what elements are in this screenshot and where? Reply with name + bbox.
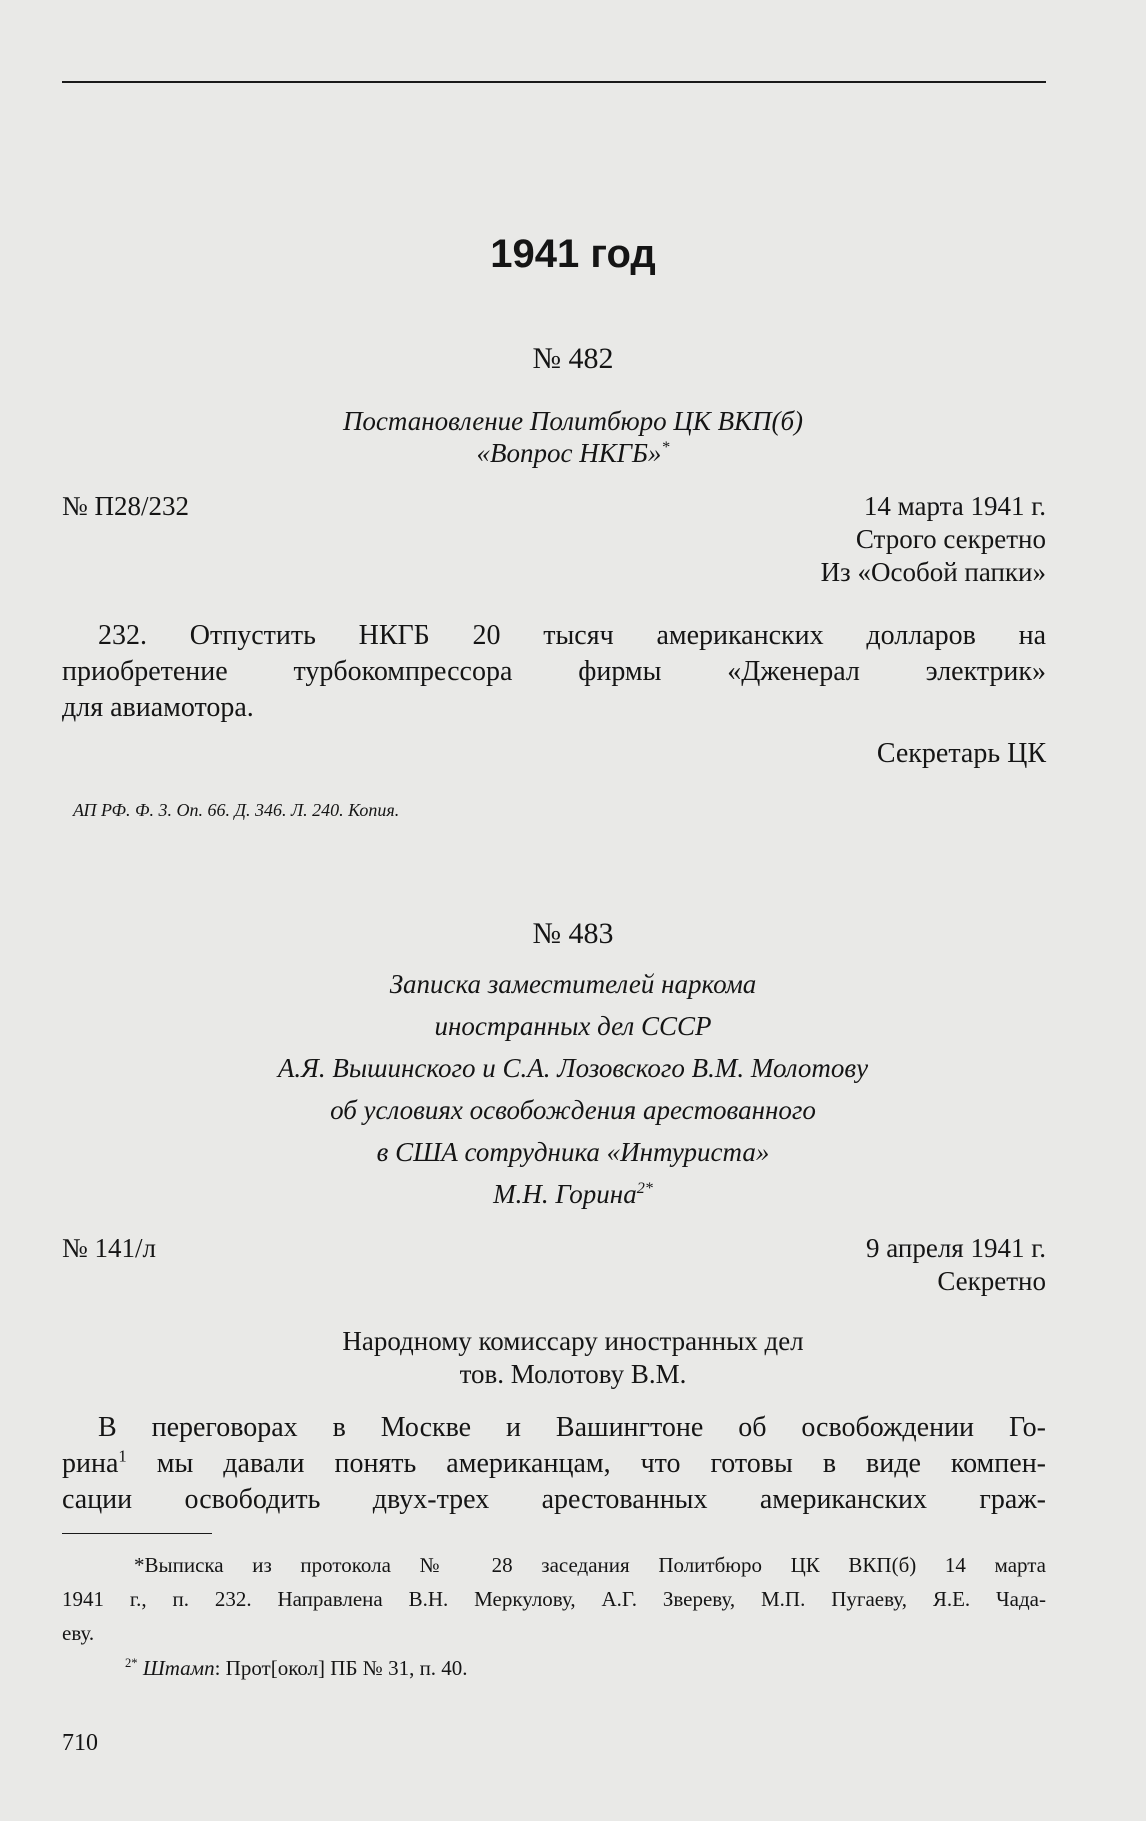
doc483-title-line6: М.Н. Горина$^{2*}$	[493, 1179, 653, 1209]
doc483-body-line3: сации освободить двух-трех арестованных американских граж-	[62, 1484, 1046, 1515]
doc482-title-line1: Постановление Политбюро ЦК ВКП(б)	[342, 406, 804, 436]
footnote-rule	[62, 1533, 212, 1534]
doc483-title-line3: А.Я. Вышинского и С.А. Лозовского В.М. Молотову	[277, 1053, 869, 1083]
doc483-title-line4: об условиях освобождения арестованного	[330, 1095, 816, 1125]
doc482-source: АП РФ. Ф. 3. Оп. 66. Д. 346. Л. 240. Копия.	[73, 800, 400, 820]
doc483-body-line1: В переговорах в Москве и Вашингтоне об освобождении Го-	[98, 1412, 1046, 1443]
doc482-signature: Секретарь ЦК	[876, 738, 1046, 769]
doc483-number: № 483	[532, 917, 614, 950]
doc483-body-line2: рина$^1$ мы давали понять американцам, что готовы в виде компен-	[62, 1446, 1046, 1479]
footnote-2: $^{2*}$ Штамп: Прот[окол] ПБ № 31, п. 40.	[125, 1656, 468, 1680]
doc483-addressee-line1: Народному комиссару иностранных дел	[342, 1326, 804, 1356]
doc482-body-line3: для авиамотора.	[62, 692, 254, 723]
doc482-date: 14 марта 1941 г.	[863, 491, 1046, 521]
doc483-date: 9 апреля 1941 г.	[866, 1233, 1046, 1263]
doc482-number: № 482	[532, 342, 614, 375]
doc482-body-line1: 232. Отпустить НКГБ 20 тысяч американских долларов на	[98, 620, 1046, 651]
doc482-classification: Строго секретно	[855, 524, 1046, 554]
page-number: 710	[62, 1730, 98, 1756]
doc482-ref-number: № П28/232	[62, 491, 190, 521]
doc483-ref-number: № 141/л	[62, 1233, 156, 1263]
doc483-classification: Секретно	[937, 1266, 1046, 1296]
footnote-1-line3: еву.	[62, 1621, 95, 1645]
footnote-1-line1: *Выписка из протокола № 28 заседания Политбюро ЦК ВКП(б) 14 марта	[134, 1553, 1046, 1577]
doc483-title-line1: Записка заместителей наркома	[389, 969, 757, 999]
year-heading: 1941 год	[490, 232, 656, 276]
doc482-folder: Из «Особой папки»	[820, 557, 1046, 587]
doc482-title-line2: «Вопрос НКГБ»*	[476, 438, 670, 468]
doc482-body-line2: приобретение турбокомпрессора фирмы «Дженерал электрик»	[62, 656, 1046, 687]
footnote-1-line2: 1941 г., п. 232. Направлена В.Н. Меркулову, А.Г. Звереву, М.П. Пугаеву, Я.Е. Чада-	[62, 1587, 1046, 1611]
doc483-addressee-line2: тов. Молотову В.М.	[459, 1359, 687, 1389]
doc483-title-line5: в США сотрудника «Интуриста»	[376, 1137, 770, 1167]
top-rule	[62, 81, 1046, 83]
doc483-title-line2: иностранных дел СССР	[434, 1011, 712, 1041]
